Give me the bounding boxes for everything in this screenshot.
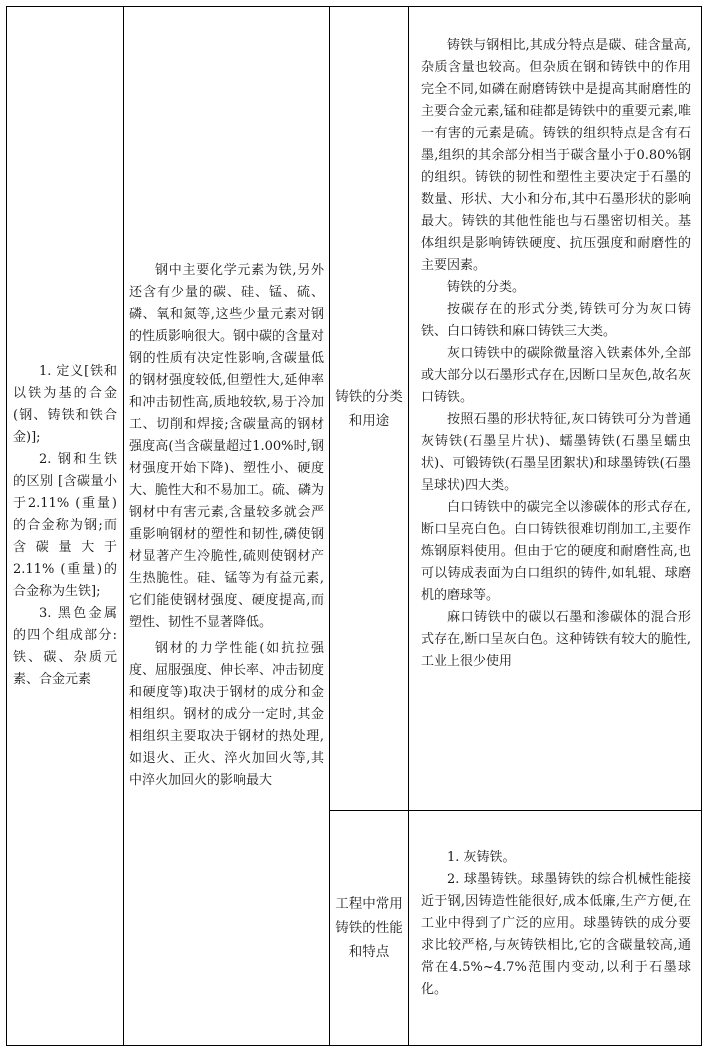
row-label-cell: [330, 811, 408, 1045]
classification-paragraph: 白口铸铁中的碳完全以渗碳体的形式存在,断口呈亮白色。白口铸铁很难切削加工,主要作炼钢原料使用。但由于它的硬度和耐磨性高,也可以铸成表面为白口组织的铸件,如轧辊、球磨机的磨球等。: [421, 500, 691, 603]
definition-cell: [7, 7, 123, 1045]
classification-paragraph: 灰口铸铁中的碳除微量溶入铁素体外,全部或大部分以石墨形式存在,因断口呈灰色,故名灰口铸铁。: [421, 346, 691, 405]
row-label-cell: [330, 7, 408, 810]
classification-paragraph: 麻口铸铁中的碳以石墨和渗碳体的混合形式存在,断口呈灰白色。这种铸铁有较大的脆性,工业上很少使用: [421, 610, 691, 669]
cast-iron-type-paragraph: 1. 灰铸铁。: [447, 850, 516, 865]
common-cast-iron-cell: [409, 811, 701, 1045]
steel-paragraph: 钢材的力学性能(如抗拉强度、屈服强度、伸长率、冲击韧度和硬度等)取决于钢材的成分和金相组织。钢材的成分一定时,其金相组织主要取决于钢材的热处理,如退火、正火、淬火加回火等,其中淬火加回火的影响最大: [129, 641, 325, 788]
cast-iron-type-paragraph: 2. 球墨铸铁。球墨铸铁的综合机械性能接近于钢,因铸造性能很好,成本低廉,生产方便,在工业中得到了广泛的应用。球墨铸铁的成分要求比较严格,与灰铸铁相比,它的含碳量较高,通常在4.5%~4.7%范围内变动,以利于石墨球化。: [421, 872, 691, 997]
content-table: [6, 6, 702, 1046]
classification-paragraph: 按照石墨的形状特征,灰口铸铁可分为普通灰铸铁(石墨呈片状)、蠕墨铸铁(石墨呈蠕虫状)、可锻铸铁(石墨呈团絮状)和球墨铸铁(石墨呈球状)四大类。: [421, 412, 691, 493]
row-label-common-cast-iron: 工程中常用铸铁的性能和特点: [335, 896, 403, 960]
steel-paragraph: 钢中主要化学元素为铁,另外还含有少量的碳、硅、锰、硫、磷、氧和氮等,这些少量元素对钢的性质影响很大。钢中碳的含量对钢的性质有决定性影响,含碳量低的钢材强度较低,但塑性大,延伸率和冲击韧性高,质地较软,易于冷加工、切削和焊接;含碳量高的钢材强度高(当含碳量超过1.00%时,钢材强度开始下降)、塑性小、硬度大、脆性大和不易加工。硫、磷为钢材中有害元素,含量较多就会严重影响钢材的塑性和韧性,磷使钢材显著产生冷脆性,硫则使钢材产生热脆性。硅、锰等为有益元素,它们能使钢材强度、硬度提高,而塑性、韧性不显著降低。: [129, 263, 325, 630]
classification-paragraph: 按碳存在的形式分类,铸铁可分为灰口铸铁、白口铸铁和麻口铸铁三大类。: [421, 302, 691, 339]
classification-paragraph: 铸铁的分类。: [447, 280, 526, 295]
steel-properties-cell: [124, 7, 329, 1045]
cast-iron-classification-cell: [409, 7, 701, 810]
row-label-cast-iron-classification: 铸铁的分类和用途: [335, 388, 403, 429]
definition-item: 2. 钢和生铁的区别 [含碳量小于2.11% (重量)的合金称为钢;而含碳量大于 2.11% (重量)的合金称为生铁];: [13, 452, 117, 599]
definition-item: 1. 定义[铁和以铁为基的合金(钢、铸铁和铁合金)];: [13, 364, 117, 445]
definition-item: 3. 黑色金属的四个组成部分:铁、碳、杂质元素、合金元素: [13, 606, 117, 687]
classification-paragraph: 铸铁与钢相比,其成分特点是碳、硅含量高,杂质含量也较高。但杂质在钢和铸铁中的作用完全不同,如磷在耐磨铸铁中是提高其耐磨性的主要合金元素,锰和硅都是铸铁中的重要元素,唯一有害的元素是硫。铸铁的组织特点是含有石墨,组织的其余部分相当于碳含量小于0.80%钢的组织。铸铁的韧性和塑性主要决定于石墨的数量、形状、大小和分布,其中石墨形状的影响最大。铸铁的其他性能也与石墨密切相关。基体组织是影响铸铁硬度、抗压强度和耐磨性的主要因素。: [421, 38, 691, 273]
